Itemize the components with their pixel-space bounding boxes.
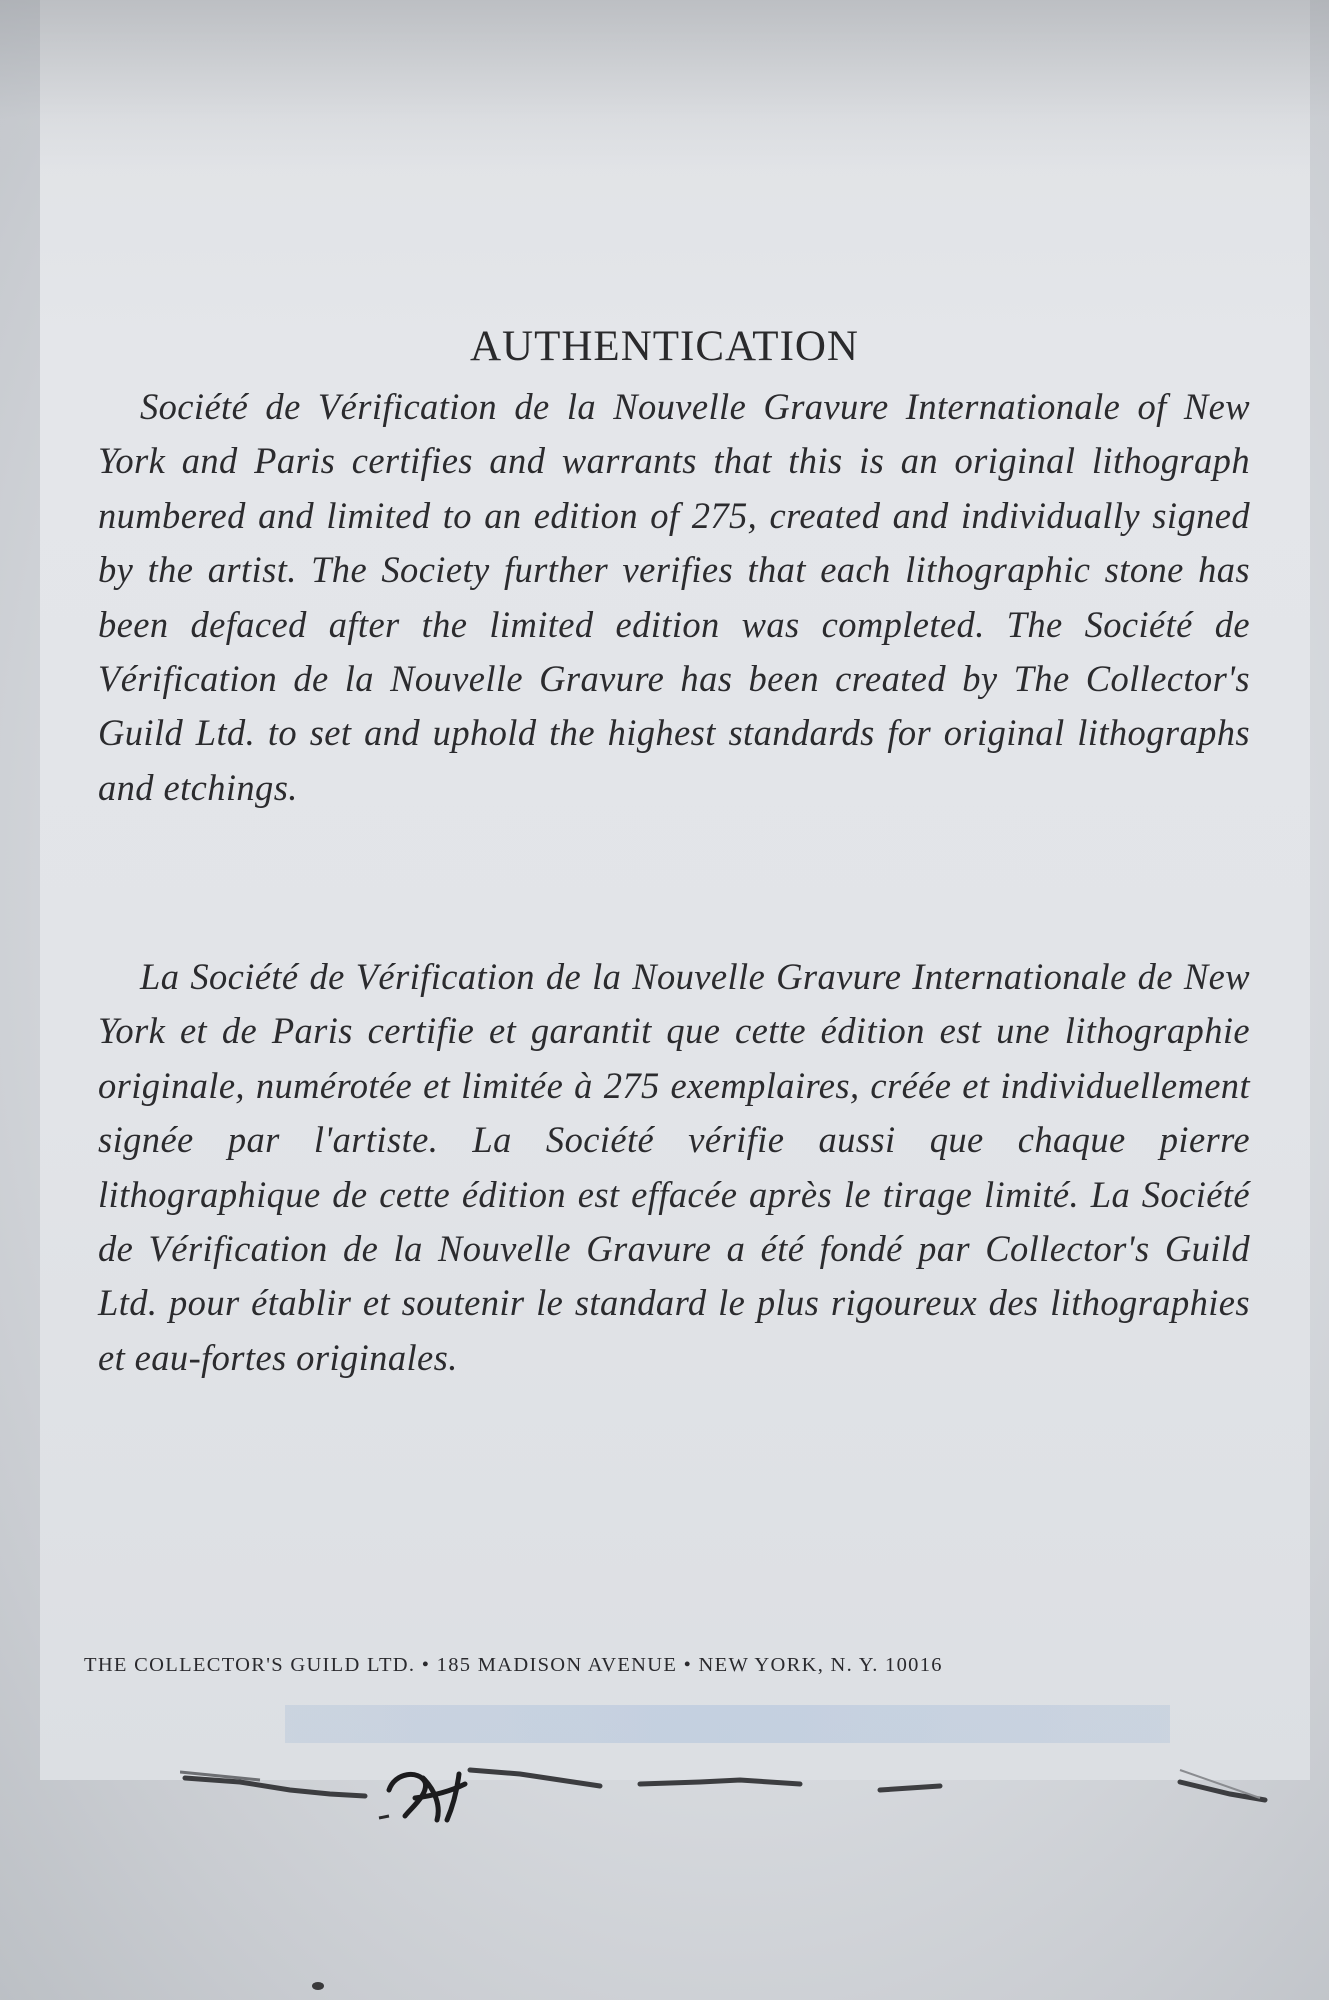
top-shadow <box>0 0 1329 170</box>
publisher-address: THE COLLECTOR'S GUILD LTD. • 185 MADISON AVENUE • NEW YORK, N. Y. 10016 <box>84 1654 943 1676</box>
certificate-sheet <box>40 0 1310 1780</box>
blue-tape-strip <box>285 1705 1170 1743</box>
artist-signature <box>375 1760 485 1830</box>
certificate-title: AUTHENTICATION <box>470 323 859 370</box>
ink-spot <box>312 1982 324 1990</box>
english-paragraph: Société de Vérification de la Nouvelle Gravure Internationale of New York and Paris certifies and warrants that this is an original lithograph numbered and limited to an edition of 275, created and individually signed by the artist. The Society further verifies that each lithographic stone has been defaced after the limited edition was completed. The Société de Vérification de la Nouvelle Gravure has been created by The Collector's Guild Ltd. to set and uphold the highest standards for original lithographs and etchings. <box>98 386 1250 808</box>
torn-paper-edge <box>180 1760 1270 1820</box>
french-paragraph: La Société de Vérification de la Nouvelle Gravure Internationale de New York et de Paris certifie et garantit que cette édition est une lithographie originale, numérotée et limitée à 275 exemplaires, créée et individuellement signée par l'artiste. La Société vérifie aussi que chaque pierre lithographique de cette édition est effacée après le tirage limité. La Société de Vérification de la Nouvelle Gravure a été fondé par Collector's Guild Ltd. pour établir et soutenir le standard le plus rigoureux des lithographies et eau-fortes originales. <box>98 956 1250 1378</box>
